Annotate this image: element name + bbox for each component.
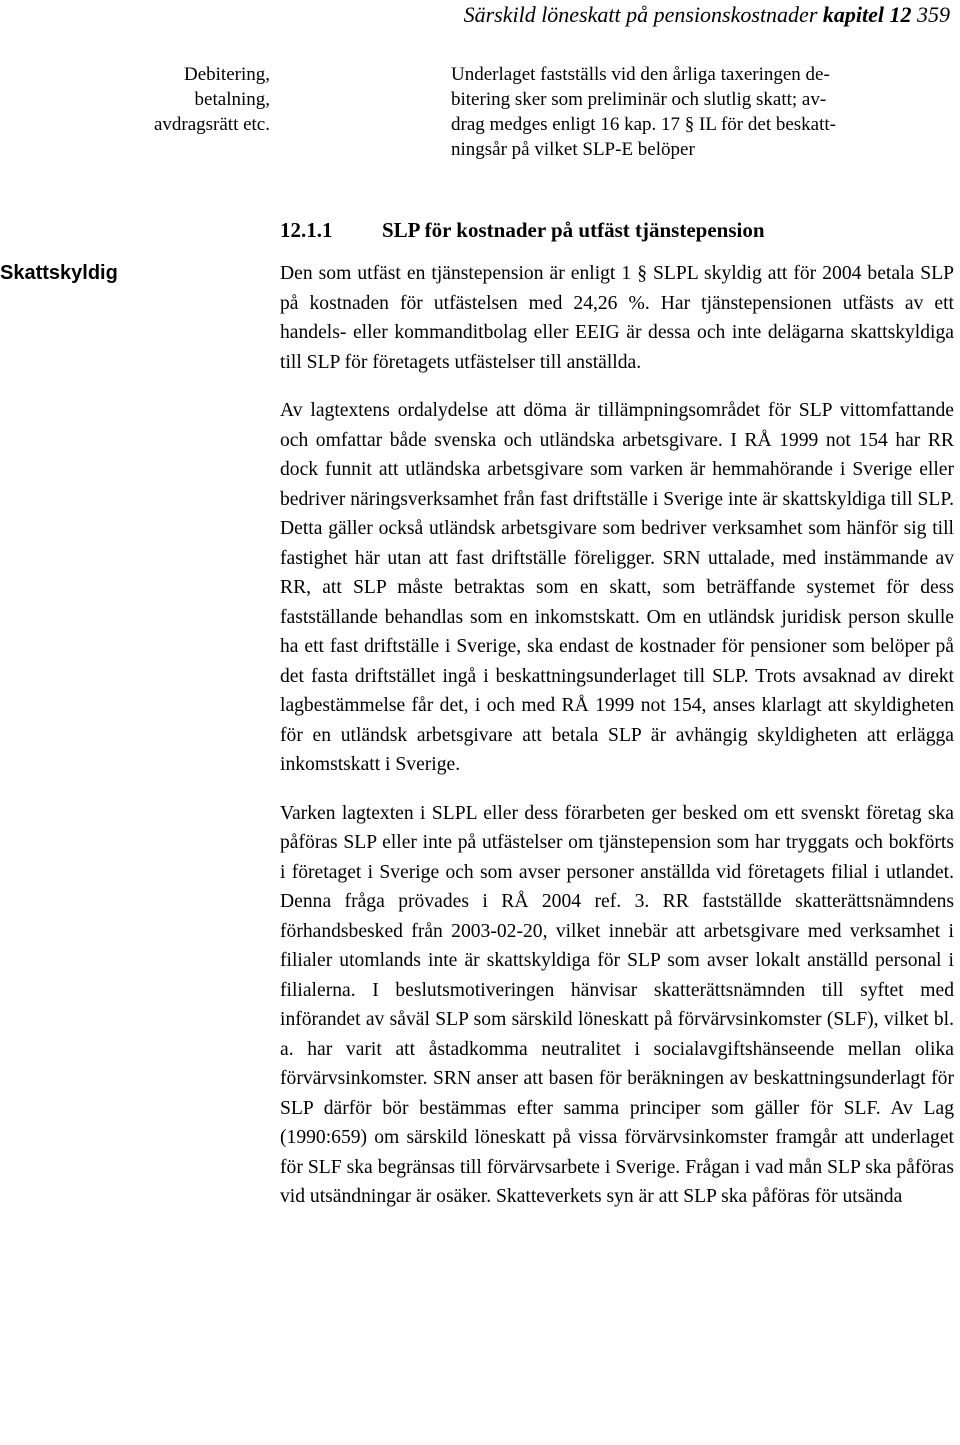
chapter-label: kapitel 12: [822, 2, 912, 27]
intro-line: ningsår på vilket SLP-E belöper: [451, 139, 695, 160]
intro-line: Underlaget fastställs vid den årliga taxeringen de-: [451, 64, 830, 85]
intro-paragraph: [451, 62, 951, 162]
body-text: [280, 259, 954, 1231]
running-title: Särskild löneskatt på pensionskostnader: [463, 2, 818, 27]
paragraph: Av lagtextens ordalydelse att döma är tillämpningsområdet för SLP vittomfattande och omfattar både svenska och utländska arbetsgivare. I RÅ 1999 not 154 har RR dock funnit att utländska arbetsgivare som varken är hemmahörande i Sverige eller bedriver näringsverksamhet från fast driftställe i Sverige inte är skattskyldiga till SLP. Detta gäller också utländsk arbetsgivare som bedriver verksamhet som hänför sig till fastighet här utan att fast driftställe föreligger. SRN uttalade, med instämmande av RR, att SLP måste betraktas som en skatt, som beträffande systemet för dess fastställande behandlas som en inkomstskatt. Om en utländsk juridisk person skulle ha ett fast driftställe i Sverige, ska endast de kostnader för pensioner som belöper på det fasta driftstället ingå i beskattningsunderlaget till SLP. Trots avsaknad av direkt lagbestämmelse får det, i och med RÅ 1999 not 154, anses klarlagt att skyldigheten för en utländsk arbetsgivare att betala SLP är avhängig skyldigheten att erlägga inkomstskatt i Sverige.: [280, 400, 954, 775]
paragraph: Varken lagtexten i SLPL eller dess förarbeten ger besked om ett svenskt företag ska påföras SLP eller inte på utfästelser om tjänstepension som har tryggats och bokförts i företaget i Sverige och som avser personer anställda vid företagets filial i utlandet. Denna fråga prövades i RÅ 2004 ref. 3. RR fastställde skatterättsnämndens förhandsbesked från 2003-02-20, vilket innebär att arbetsgivare med verksamhet i filialer utomlands inte är skattskyldiga för SLP som avser lokalt anställd personal i filialerna. I beslutsmotiveringen hänvisar skatterättsnämnden till syftet med införandet av såväl SLP som särskild löneskatt på förvärvsinkomster (SLF), vilket bl. a. har varit att åstadkomma neutralitet i socialavgiftshänseende mellan olika förvärvsinkomster. SRN anser att basen för beräkningen av beskattningsunderlagt för SLP därför bör bestämmas efter samma principer som gäller för SLF. Av Lag (1990:659) om särskild löneskatt på vissa förvärvsinkomster framgår att underlaget för SLF ska begränsas till förvärvsarbete i Sverige. Frågan i vad mån SLP ska påföras vid utsändningar är osäker. Skatteverkets syn är att SLP ska påföras för utsända: [280, 802, 954, 1207]
section-heading: [280, 216, 765, 244]
running-header: [464, 0, 950, 30]
section-title: SLP för kostnader på utfäst tjänstepension: [382, 218, 765, 242]
margin-note: [0, 62, 270, 137]
margin-note-line: avdragsrätt etc.: [153, 114, 270, 135]
margin-note-line: betalning,: [194, 89, 270, 110]
paragraph: Den som utfäst en tjänstepension är enligt 1 § SLPL skyldig att för 2004 betala SLP på kostnaden för utfästelsen med 24,26 %. Har tjänstepensionen utfästs av ett handels- eller kommanditbolag eller EEIG är dessa och inte delägarna skattskyldiga till SLP för företagets utfästelser till anställda.: [280, 263, 954, 373]
intro-line: bitering sker som preliminär och slutlig skatt; av-: [451, 89, 827, 110]
page-number: 359: [917, 2, 950, 27]
side-label: Skattskyldig: [0, 262, 118, 284]
margin-note-line: Debitering,: [183, 64, 270, 85]
intro-line: drag medges enligt 16 kap. 17 § IL för det beskatt-: [451, 114, 836, 135]
section-number: 12.1.1: [280, 218, 333, 242]
